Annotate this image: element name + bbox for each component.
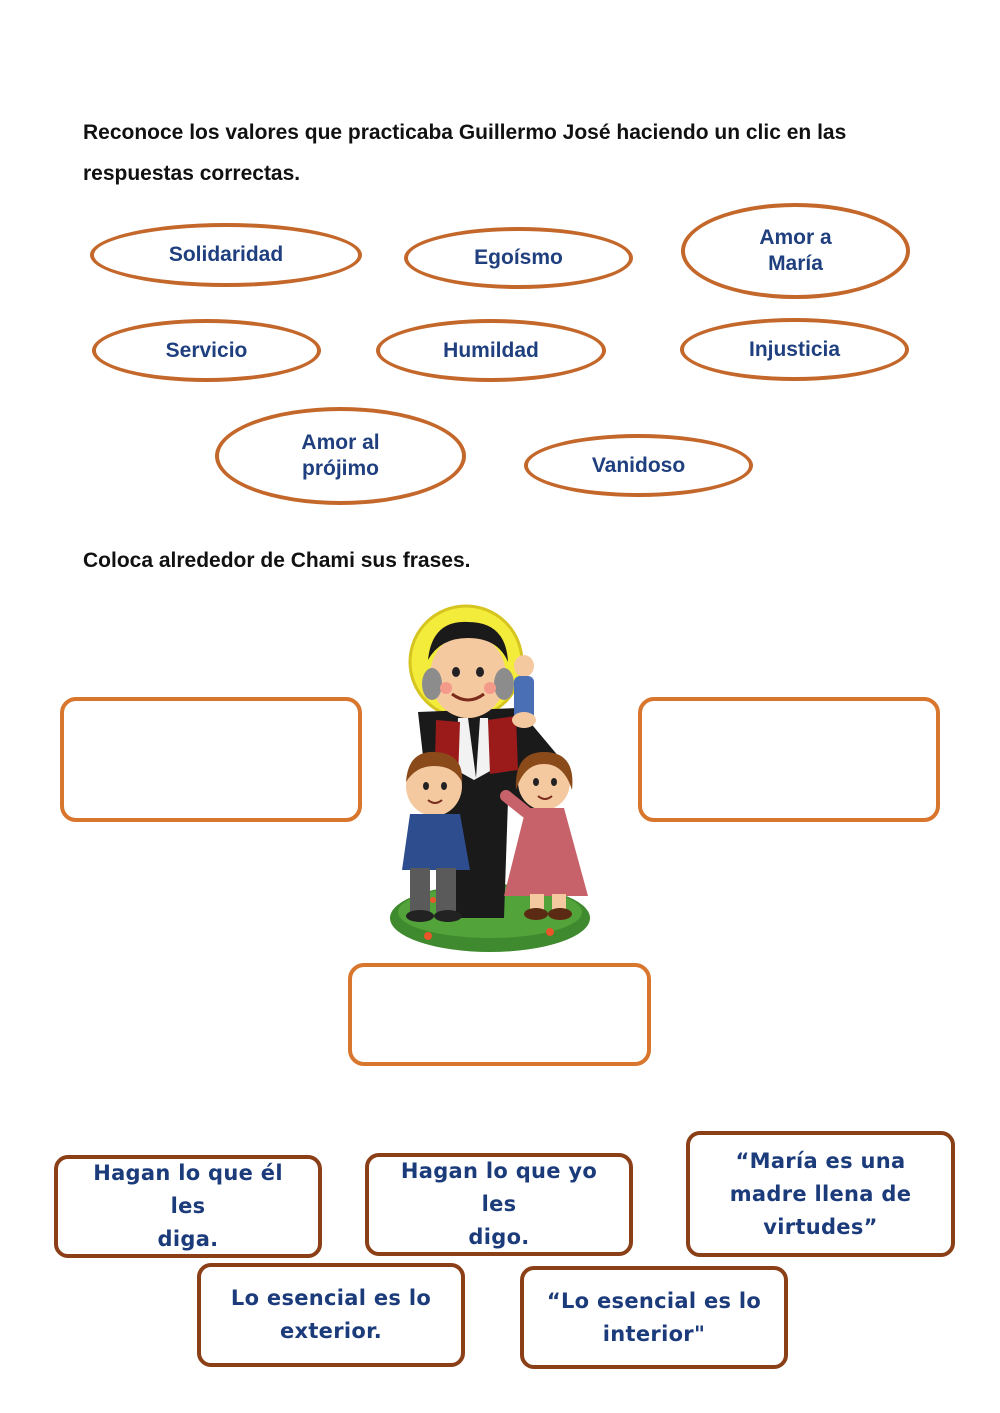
drop-zone-bottom[interactable] (348, 963, 651, 1066)
option-solidaridad[interactable] (90, 223, 362, 287)
option-amor-al-projimo[interactable] (215, 407, 466, 505)
option-label: Vanidoso (591, 453, 686, 477)
option-label: Amor al prójimo (301, 431, 380, 480)
phrase-card-hagan-lo-que-yo[interactable] (365, 1153, 633, 1256)
phrase-card-esencial-interior[interactable] (520, 1266, 788, 1369)
option-injusticia[interactable] (680, 318, 909, 381)
phrase-card-hagan-lo-que-el[interactable] (54, 1155, 322, 1258)
option-label: Humildad (443, 338, 539, 362)
option-label: Injusticia (748, 337, 841, 361)
phrase-text: “María es una madre llena de virtudes” (729, 1148, 912, 1239)
option-vanidoso[interactable] (524, 434, 753, 497)
option-label: Servicio (165, 338, 248, 362)
drop-zone-right[interactable] (638, 697, 940, 822)
question1-instruction: Reconoce los valores que practicaba Guillermo José haciendo un clic en las respuestas correctas. (83, 121, 847, 185)
phrase-card-maria-madre[interactable] (686, 1131, 955, 1257)
phrase-text: Hagan lo que yo les digo. (400, 1159, 598, 1249)
question2-instruction: Coloca alrededor de Chami sus frases. (83, 549, 471, 572)
phrase-card-esencial-exterior[interactable] (197, 1263, 465, 1367)
option-label: Solidaridad (168, 243, 284, 266)
option-servicio[interactable] (92, 319, 321, 382)
chami-illustration (388, 600, 610, 955)
drop-zone-left[interactable] (60, 697, 362, 822)
phrase-text: Lo esencial es lo exterior. (230, 1286, 432, 1343)
phrase-text: “Lo esencial es lo interior" (546, 1288, 762, 1346)
option-egoismo[interactable] (404, 227, 633, 289)
option-label: Egoísmo (474, 246, 563, 269)
option-humildad[interactable] (376, 319, 606, 382)
option-label: Amor a María (759, 226, 832, 275)
option-amor-a-maria[interactable] (681, 203, 910, 299)
phrase-text: Hagan lo que él les diga. (93, 1161, 283, 1251)
